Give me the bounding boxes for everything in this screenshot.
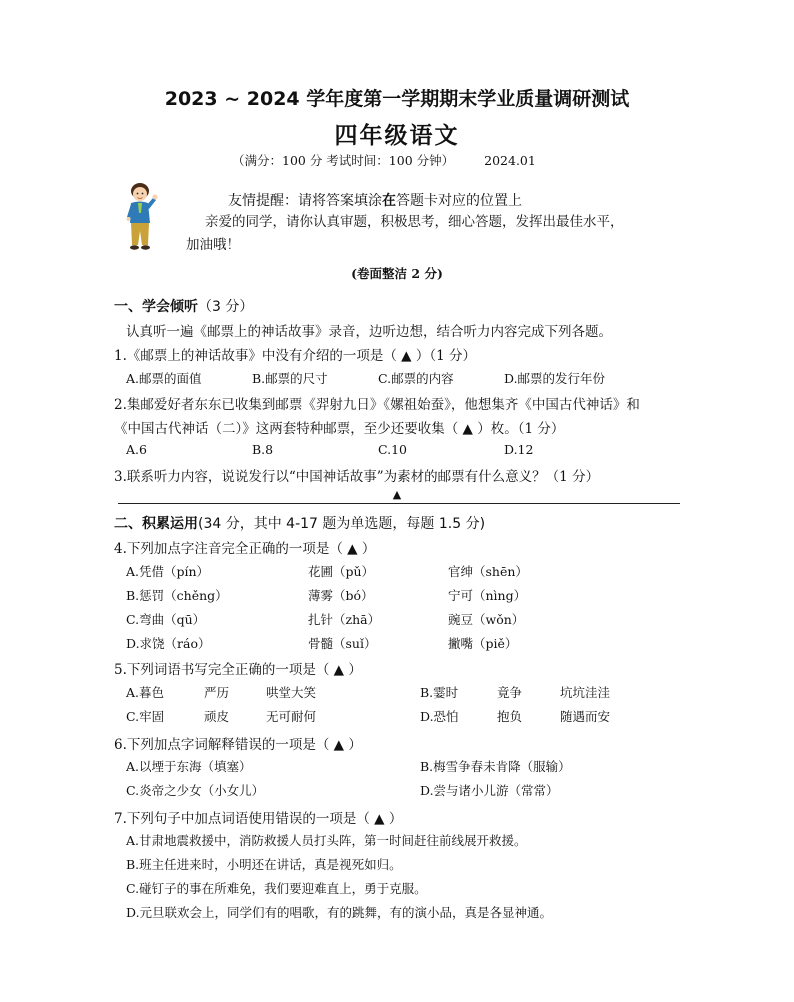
greeting-line-1: 亲爱的同学，请你认真审题，积极思考，细心答题，发挥出最佳水平， [205,214,624,230]
question-1-option-d: D.邮票的发行年份 [504,371,606,386]
question-2-option-b: B.8 [252,442,274,457]
section-1-title: 一、学会倾听 [114,299,198,315]
question-1-stem: 1.《邮票上的神话故事》中没有介绍的一项是（ ▲ ）（1 分） [114,348,476,364]
question-5-word: D.恐怕 [420,709,459,724]
question-5-word: 竟争 [497,685,523,700]
question-2-stem-line-1: 2.集邮爱好者东东已收集到邮票《羿射九日》《嫘祖始蚕》，他想集齐《中国古代神话》和 [114,397,640,413]
question-5-word: 随遇而安 [560,709,611,724]
section-1-points: （3 分） [198,299,254,315]
question-6-option-d: D.尝与诸小儿游（常常） [420,783,559,798]
friendly-reminder [228,190,522,210]
question-7-option-a: A.甘肃地震救援中，消防救援人员打头阵，第一时间赶往前线展开救援。 [126,833,527,848]
greeting-line-2: 加油哦！ [186,237,240,253]
question-7-stem: 7.下列句子中加点词语使用错误的一项是（ ▲ ） [114,811,403,827]
question-4-option: 薄雾（bó） [308,588,374,603]
reminder-label: 友情提醒： [228,193,298,209]
question-4-option: 撇嘴（piě） [448,636,518,651]
question-2-option-c: C.10 [378,442,407,457]
question-4-stem: 4.下列加点字注音完全正确的一项是（ ▲ ） [114,541,376,557]
question-5-word: C.牢固 [126,709,165,724]
section-2-title: 二、积累运用 [114,516,198,532]
reminder-text: 请将答案填涂 [298,193,382,209]
question-1-option-c: C.邮票的内容 [378,371,454,386]
question-5-word: 无可耐何 [266,709,317,724]
question-4-option: 扎针（zhā） [308,612,381,627]
exam-subtitle: 四年级语文 [334,122,460,149]
question-4-option: B.惩罚（chěng） [126,588,228,603]
question-6-option-a: A.以堙于东海（填塞） [126,759,252,774]
question-4-option: A.凭借（pín） [126,564,210,579]
exam-title: 2023 ~ 2024 学年度第一学期期末学业质量调研测试 [164,88,630,110]
question-4-option: 花圃（pǔ） [308,564,375,579]
question-1-option-b: B.邮票的尺寸 [252,371,328,386]
exam-meta-text: （满分：100 分 考试时间：100 分钟） [232,153,455,168]
section-1-heading [114,296,253,316]
question-4-option: C.弯曲（qū） [126,612,206,627]
exam-meta [232,151,536,169]
question-5-word: 严历 [204,685,230,700]
question-5-word: B.霎时 [420,685,459,700]
question-7-option-b: B.班主任进来时，小明还在讲话，真是视死如归。 [126,857,402,872]
question-2-option-d: D.12 [504,442,534,457]
question-2-option-a: A.6 [126,442,147,457]
reminder-rest: 答题卡对应的位置上 [396,193,522,209]
question-7-option-c: C.碰钉子的事在所难免，我们要迎难直上，勇于克服。 [126,881,427,896]
question-5-stem: 5.下列词语书写完全正确的一项是（ ▲ ） [114,662,362,678]
question-4-option: 官绅（shēn） [448,564,528,579]
question-2-stem-line-2: 《中国古代神话（二）》这两套特种邮票，至少还要收集（ ▲ ）枚。（1 分） [114,421,565,437]
section-2-points: (34 分，其中 4-17 题为单选题，每题 1.5 分) [198,516,486,532]
answer-marker: ▲ [392,488,402,501]
exam-date: 2024.01 [484,153,536,168]
question-1-option-a: A.邮票的面值 [126,371,202,386]
section-2-heading [114,513,485,533]
reminder-key: 在 [382,193,396,209]
question-5-word: 顽皮 [204,709,230,724]
question-6-stem: 6.下列加点字词解释错误的一项是（ ▲ ） [114,737,362,753]
question-5-word: 抱负 [497,709,523,724]
question-5-word: 哄堂大笑 [266,685,317,700]
question-5-word: 坑坑洼洼 [560,685,611,700]
section-1-intro: 认真听一遍《邮票上的神话故事》录音，边听边想，结合听力内容完成下列各题。 [126,324,612,340]
question-6-option-b: B.梅雪争春未肯降（服输） [420,759,571,774]
question-4-option: 豌豆（wǒn） [448,612,525,627]
question-7-option-d: D.元旦联欢会上，同学们有的唱歌，有的跳舞，有的演小品，真是各显神通。 [126,905,553,920]
question-4-option: 骨髓（suǐ） [308,636,377,651]
neatness-note: (卷面整洁 2 分) [351,266,443,281]
question-4-option: 宁可（nìng） [448,588,527,603]
question-5-word: A.暮色 [126,685,165,700]
question-4-option: D.求饶（ráo） [126,636,211,651]
question-6-option-c: C.炎帝之少女（小女儿） [126,783,265,798]
student-illustration-icon [120,181,168,253]
question-3-stem: 3.联系听力内容，说说发行以“中国神话故事”为素材的邮票有什么意义？（1 分） [114,469,600,485]
answer-line [118,503,680,504]
